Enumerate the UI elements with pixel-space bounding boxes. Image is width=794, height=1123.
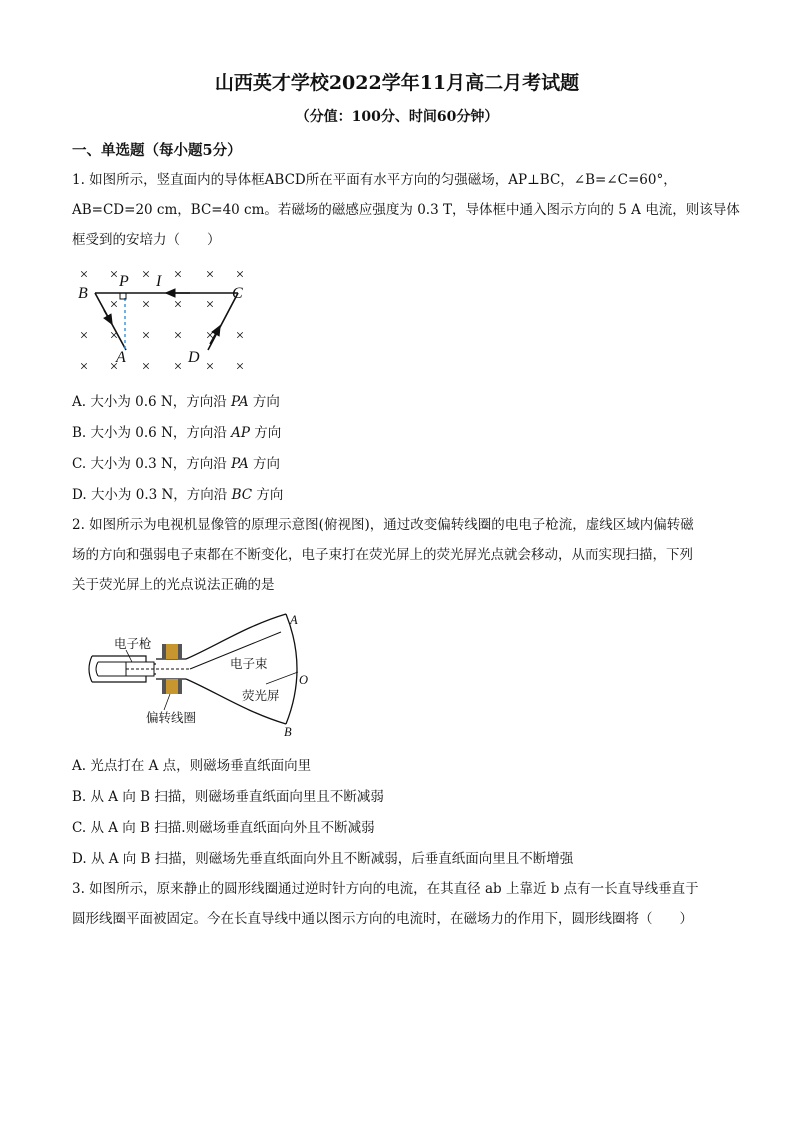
label-p: P bbox=[119, 273, 129, 290]
coil-top-right bbox=[178, 644, 182, 659]
field-cross: × bbox=[205, 359, 215, 375]
field-cross: × bbox=[79, 267, 89, 283]
field-cross: × bbox=[109, 328, 119, 344]
field-cross: × bbox=[79, 359, 89, 375]
field-cross: × bbox=[235, 359, 245, 375]
gun-inner bbox=[96, 662, 126, 676]
field-cross: × bbox=[141, 267, 151, 283]
question-3-text bbox=[72, 874, 722, 934]
question-1-text bbox=[72, 165, 740, 255]
gun-electrode bbox=[126, 662, 154, 676]
field-cross: × bbox=[173, 359, 183, 375]
field-cross: × bbox=[109, 267, 119, 283]
gun-back bbox=[89, 656, 92, 682]
coil-top-left bbox=[162, 644, 166, 659]
question-2-option-c[interactable]: C. 从 A 向 B 扫描.则磁场垂直纸面向外且不断减弱 bbox=[72, 820, 375, 836]
page-title: 山西英才学校2022学年11月高二月考试题 bbox=[214, 72, 580, 94]
coil-label-leader bbox=[164, 694, 170, 710]
field-cross: × bbox=[205, 328, 215, 344]
question-2-line-1: 2. 如图所示为电视机显像管的原理示意图(俯视图)，通过改变偏转线圈的电电子枪流，虚线区域内偏转磁 bbox=[72, 517, 694, 533]
question-3-line-2: 圆形线圈平面被固定。今在长直导线中通以图示方向的电流时，在磁场力的作用下，圆形线圈将（ ） bbox=[72, 911, 693, 927]
field-cross: × bbox=[173, 267, 183, 283]
question-3-line-1: 3. 如图所示，原来静止的圆形线圈通过逆时针方向的电流，在其直径 ab 上靠近 b 点有一长直导线垂直于 bbox=[72, 881, 699, 897]
label-i: I bbox=[156, 273, 162, 290]
question-2-figure bbox=[86, 606, 326, 744]
field-cross: × bbox=[205, 267, 215, 283]
question-2-line-3: 关于荧光屏上的光点说法正确的是 bbox=[72, 577, 275, 593]
point-a-label: A bbox=[290, 613, 298, 627]
question-2-option-d[interactable]: D. 从 A 向 B 扫描，则磁场先垂直纸面向外且不断减弱，后垂直纸面向里且不断增强 bbox=[72, 851, 574, 867]
exam-subtitle: （分值：100分、时间60分钟） bbox=[295, 109, 499, 125]
field-cross: × bbox=[235, 328, 245, 344]
question-1-option-a[interactable]: A. 大小为 0.6 N，方向沿 PA 方向 bbox=[72, 394, 280, 410]
question-2-option-a[interactable]: A. 光点打在 A 点，则磁场垂直纸面向里 bbox=[72, 758, 312, 774]
coil-bottom-right bbox=[178, 679, 182, 694]
question-1-option-d[interactable]: D. 大小为 0.3 N，方向沿 BC 方向 bbox=[72, 487, 284, 503]
label-c: C bbox=[232, 285, 243, 302]
field-cross: × bbox=[173, 297, 183, 313]
field-cross: × bbox=[173, 328, 183, 344]
question-2-line-2: 场的方向和强弱电子束都在不断变化，电子束打在荧光屏上的荧光屏光点就会移动，从而实现扫描，下列 bbox=[72, 547, 693, 563]
question-1-line-3: 框受到的安培力（ ） bbox=[72, 232, 221, 248]
point-b-label: B bbox=[284, 725, 292, 739]
screen-label-leader bbox=[266, 672, 298, 684]
question-1-line-1: 1. 如图所示，竖直面内的导体框ABCD所在平面有水平方向的匀强磁场，AP⊥BC，∠B=∠C=60°， bbox=[72, 172, 677, 188]
coil-label: 偏转线圈 bbox=[146, 711, 197, 725]
beam-label: 电子束 bbox=[230, 657, 268, 671]
question-2-text bbox=[72, 510, 722, 600]
question-2-option-b[interactable]: B. 从 A 向 B 扫描，则磁场垂直纸面向里且不断减弱 bbox=[72, 789, 384, 805]
screen-arc bbox=[286, 614, 297, 724]
field-cross: × bbox=[109, 359, 119, 375]
point-o-label: O bbox=[299, 673, 309, 687]
question-1-option-b[interactable]: B. 大小为 0.6 N，方向沿 AP 方向 bbox=[72, 425, 282, 441]
question-1-line-2: AB=CD=20 cm，BC=40 cm。若磁场的磁感应强度为 0.3 T，导体框中通入图示方向的 5 A 电流，则该导体 bbox=[72, 202, 740, 218]
field-cross: × bbox=[205, 297, 215, 313]
field-cross: × bbox=[79, 328, 89, 344]
field-cross: × bbox=[141, 297, 151, 313]
question-1-option-c[interactable]: C. 大小为 0.3 N，方向沿 PA 方向 bbox=[72, 456, 280, 472]
section-heading: 一、单选题（每小题5分） bbox=[72, 142, 242, 159]
screen-label: 荧光屏 bbox=[242, 689, 280, 703]
field-cross: × bbox=[235, 267, 245, 283]
question-1-figure bbox=[70, 262, 270, 382]
label-b: B bbox=[78, 285, 88, 302]
coil-bottom-left bbox=[162, 679, 166, 694]
gun-label: 电子枪 bbox=[114, 637, 152, 651]
coil-top bbox=[166, 644, 178, 659]
field-cross: × bbox=[141, 328, 151, 344]
label-d: D bbox=[188, 349, 200, 366]
field-cross: × bbox=[109, 297, 119, 313]
coil-bottom bbox=[166, 679, 178, 694]
label-a: A bbox=[116, 349, 126, 366]
field-cross: × bbox=[141, 359, 151, 375]
